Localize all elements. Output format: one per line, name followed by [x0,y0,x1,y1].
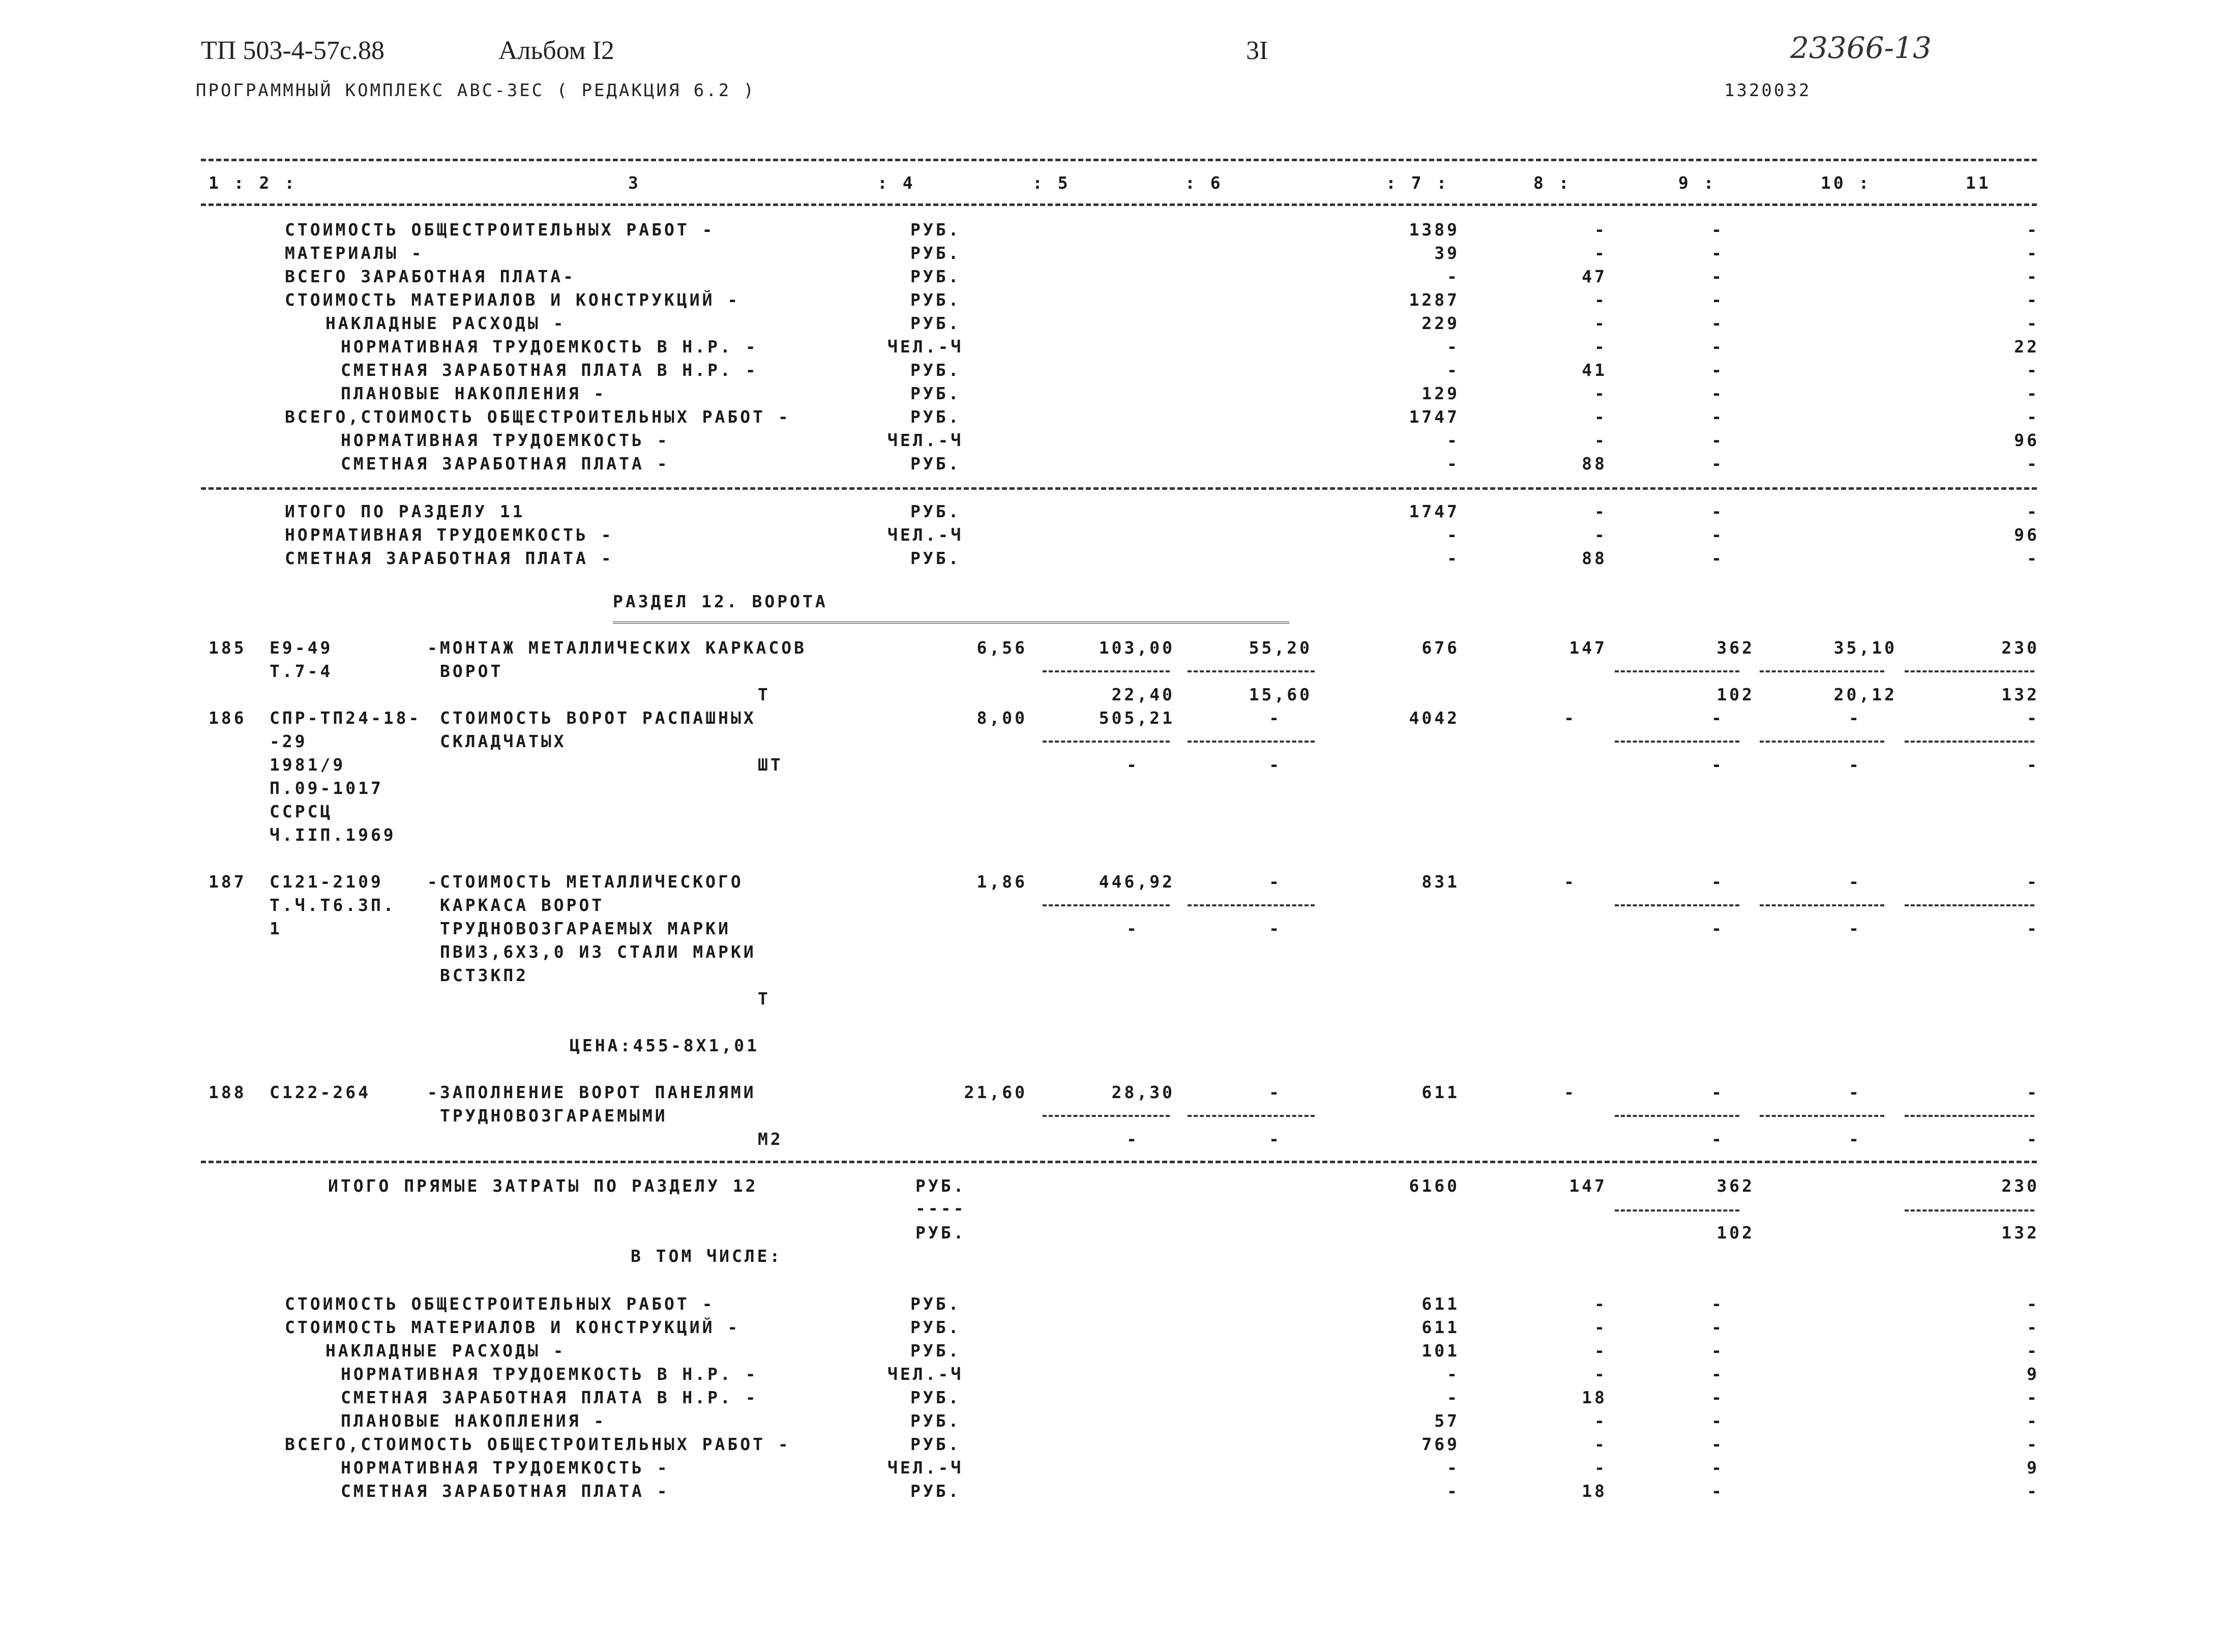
row-c11: - [2027,1434,2039,1454]
row-c11: 9 [2027,1364,2039,1384]
row-c8: - [1594,430,1607,450]
row-c11: - [2027,1341,2039,1361]
row-unit: РУБ. [910,360,961,380]
row-unit: РУБ. [910,1341,961,1361]
item-186-unit: ШТ [758,755,783,775]
item-188-c5-wage: - [1127,1129,1139,1149]
col-head-8: 8 : [1533,173,1572,193]
row-c9: - [1711,383,1724,403]
item-186-c6-wage: - [1269,755,1282,775]
row-c8: 18 [1582,1481,1607,1501]
item-185-sep-c5 [1043,670,1170,672]
row-c9: - [1711,407,1724,427]
col-head-9: 9 : [1678,173,1716,193]
direct-total-c7: 6160 [1409,1176,1460,1196]
page-number: 3I [1246,36,1268,65]
row-c9: - [1711,1364,1724,1384]
row-unit: РУБ. [910,220,961,240]
row-c8: - [1594,501,1607,521]
table-top-rule [201,159,2037,161]
row-c8: - [1594,1458,1607,1478]
row-c8: - [1594,290,1607,310]
sheet-code: 23366-13 [1790,31,1932,65]
row-unit: РУБ. [910,1411,961,1431]
row-unit: РУБ. [910,267,961,286]
item-186-code-6: Ч.IIП.1969 [270,825,396,845]
row-c8: 18 [1582,1388,1607,1407]
row-label: СТОИМОСТЬ ОБЩЕСТРОИТЕЛЬНЫХ РАБОТ - [285,1294,715,1314]
item-186-sep-c11 [1905,741,2034,743]
direct-total-c9: 362 [1716,1176,1755,1196]
row-c9: - [1711,1388,1724,1407]
row-label: ИТОГО ПО РАЗДЕЛУ 11 [285,501,525,521]
row-label: НОРМАТИВНАЯ ТРУДОЕМКОСТЬ - [285,525,614,545]
row-c11: - [2027,1294,2039,1314]
row-c9: - [1711,337,1724,357]
row-c7: 1389 [1409,220,1460,240]
item-187-c11-wage: - [2027,919,2039,938]
row-c7: - [1447,337,1460,357]
row-c8: 41 [1582,360,1607,380]
item-188-sep-c5 [1043,1115,1170,1117]
row-c9: - [1711,360,1724,380]
item-186-code-3: 1981/9 [270,755,346,775]
col-head-7: : 7 : [1386,173,1449,193]
item-185-c10-wage: 20,12 [1833,685,1897,704]
item-188-sep-c6 [1188,1115,1315,1117]
item-186-c11: - [2027,708,2039,728]
row-c9: - [1711,290,1724,310]
doc-number: 1320032 [1724,80,1812,101]
row-label: НАКЛАДНЫЕ РАСХОДЫ - [325,1341,566,1361]
section-12-underline [613,622,1289,624]
row-unit: РУБ. [910,243,961,263]
item-187-c5: 446,92 [1099,872,1175,892]
row-c11: - [2027,1481,2039,1501]
row-label: ПЛАНОВЫЕ НАКОПЛЕНИЯ - [341,383,607,403]
col-head-10: 10 : [1821,173,1872,193]
row-c8: - [1594,243,1607,263]
row-label: НОРМАТИВНАЯ ТРУДОЕМКОСТЬ - [341,430,670,450]
item-185-c11-wage: 132 [2001,685,2039,704]
direct-total-unit-2: РУБ. [915,1223,966,1243]
item-188-sep-c11 [1905,1115,2034,1117]
item-187-c8: - [1564,872,1577,892]
item-187-c10-wage: - [1849,919,1861,938]
row-c9: - [1711,243,1724,263]
item-187-c6-wage: - [1269,919,1282,938]
item-188-unit: М2 [758,1129,783,1149]
item-186-c10: - [1849,708,1861,728]
row-c7: 39 [1434,243,1460,263]
direct-total-unit: РУБ. [915,1176,966,1196]
item-185-code: Е9-49 [270,638,333,658]
row-c11: - [2027,313,2039,333]
row-c9: - [1711,501,1724,521]
row-c8: - [1594,313,1607,333]
item-185-desc-2: ВОРОТ [440,661,503,681]
row-c11: - [2027,407,2039,427]
col-head-5: : 5 [1032,173,1071,193]
row-c8: 88 [1582,454,1607,474]
row-unit: ЧЕЛ.-Ч [887,430,964,450]
item-185-sep-c9 [1615,670,1739,672]
item-187-desc-3: ТРУДНОВОЗГАРАЕМЫХ МАРКИ [440,919,731,938]
item-185-sep-c6 [1188,670,1315,672]
item-185-c9: 362 [1716,638,1755,658]
item-187-sep-c10 [1760,904,1884,906]
item-186-desc: СТОИМОСТЬ ВОРОТ РАСПАШНЫХ [440,708,756,728]
row-c9: - [1711,1434,1724,1454]
item-187-c5-wage: - [1127,919,1139,938]
item-187-sep-c6 [1188,904,1315,906]
item-185-c7: 676 [1421,638,1460,658]
row-c8: - [1594,1411,1607,1431]
row-c9: - [1711,313,1724,333]
row-c7: - [1447,548,1460,568]
item-186-c8: - [1564,708,1577,728]
row-c8: - [1594,407,1607,427]
row-c11: 96 [2014,525,2039,545]
item-187-sep-c11 [1905,904,2034,906]
row-unit: ЧЕЛ.-Ч [887,1458,964,1478]
item-187-c11: - [2027,872,2039,892]
row-c11: 22 [2014,337,2039,357]
row-c8: 47 [1582,267,1607,286]
item-187-c7: 831 [1421,872,1460,892]
table-header-rule [201,203,2037,206]
item-188-c11: - [2027,1082,2039,1102]
row-c11: - [2027,501,2039,521]
row-c11: - [2027,220,2039,240]
row-c7: 101 [1421,1341,1460,1361]
item-185-c9-wage: 102 [1716,685,1755,704]
row-c7: 129 [1421,383,1460,403]
row-unit: РУБ. [910,1481,961,1501]
row-unit: РУБ. [910,1294,961,1314]
direct-total-sep-c11 [1905,1210,2034,1212]
item-187-sep-c9 [1615,904,1739,906]
direct-total-c9-wage: 102 [1716,1223,1755,1243]
row-c8: - [1594,1317,1607,1337]
row-label: НАКЛАДНЫЕ РАСХОДЫ - [325,313,566,333]
item-188-code: С122-264 [270,1082,371,1102]
col-head-4: : 4 [877,173,915,193]
row-c9: - [1711,267,1724,286]
item-186-code-4: П.09-1017 [270,778,383,798]
section-12-title: РАЗДЕЛ 12. ВОРОТА [613,592,828,611]
item-188-c7: 611 [1421,1082,1460,1102]
item-187-c10: - [1849,872,1861,892]
row-c9: - [1711,430,1724,450]
item-188-c9: - [1711,1082,1724,1102]
row-c7: 1747 [1409,501,1460,521]
row-unit: ЧЕЛ.-Ч [887,337,964,357]
row-unit: РУБ. [910,454,961,474]
row-c11: - [2027,267,2039,286]
row-c7: - [1447,360,1460,380]
row-unit: РУБ. [910,407,961,427]
item-185-unit: Т [758,685,770,704]
item-186-sep-c10 [1760,741,1884,743]
item-186-c5-wage: - [1127,755,1139,775]
item-187-c6: - [1269,872,1282,892]
row-c7: 611 [1421,1294,1460,1314]
item-187-sep-c5 [1043,904,1170,906]
item-188-desc-2: ТРУДНОВОЗГАРАЕМЫМИ [440,1106,668,1126]
col-head-3: 3 [628,173,641,193]
item-186-c7: 4042 [1409,708,1460,728]
item-186-c9: - [1711,708,1724,728]
row-c7: - [1447,1458,1460,1478]
item-186-code: СПР-ТП24-18- [270,708,422,728]
row-label: СТОИМОСТЬ МАТЕРИАЛОВ И КОНСТРУКЦИЙ - [285,290,740,310]
item-188-c11-wage: - [2027,1129,2039,1149]
direct-total-dashes: ---- [915,1198,966,1218]
item-187-desc-2: КАРКАСА ВОРОТ [440,895,605,915]
row-label: СТОИМОСТЬ МАТЕРИАЛОВ И КОНСТРУКЦИЙ - [285,1317,740,1337]
row-label: СМЕТНАЯ ЗАРАБОТНАЯ ПЛАТА - [341,454,670,474]
row-c7: 229 [1421,313,1460,333]
row-unit: РУБ. [910,1388,961,1407]
direct-total-label: ИТОГО ПРЯМЫЕ ЗАТРАТЫ ПО РАЗДЕЛУ 12 [328,1176,758,1196]
row-unit: РУБ. [910,548,961,568]
row-c7: 1747 [1409,407,1460,427]
item-187-desc-4: ПВИЗ,6Х3,0 ИЗ СТАЛИ МАРКИ [440,942,756,962]
item-188-c6-wage: - [1269,1129,1282,1149]
item-188-sep-c10 [1760,1115,1884,1117]
row-c9: - [1711,1458,1724,1478]
item-187-price-note: ЦЕНА:455-8Х1,01 [570,1036,760,1055]
item-186-c10-wage: - [1849,755,1861,775]
item-188-c10-wage: - [1849,1129,1861,1149]
row-c7: - [1447,1481,1460,1501]
item-186-sep-c6 [1188,741,1315,743]
row-c8: - [1594,220,1607,240]
item-188-number: 188 [209,1082,247,1102]
item-187-code-3: 1 [270,919,282,938]
row-unit: РУБ. [910,1317,961,1337]
row-c9: - [1711,1294,1724,1314]
album-label: Альбом I2 [498,36,614,65]
item-185-c11: 230 [2001,638,2039,658]
row-c7: - [1447,1364,1460,1384]
col-head-1-2: 1 : 2 : [209,173,298,193]
item-185-desc: -МОНТАЖ МЕТАЛЛИЧЕСКИХ КАРКАСОВ [427,638,807,658]
item-187-desc-5: ВСТ3КП2 [440,965,529,985]
item-186-code-2: -29 [270,731,308,751]
row-c8: - [1594,1434,1607,1454]
direct-total-sep-c9 [1615,1210,1739,1212]
row-c11: - [2027,1411,2039,1431]
row-unit: РУБ. [910,290,961,310]
row-c11: - [2027,454,2039,474]
row-unit: ЧЕЛ.-Ч [887,525,964,545]
item-188-sep-c9 [1615,1115,1739,1117]
item-187-unit: Т [758,989,770,1009]
row-unit: РУБ. [910,313,961,333]
item-186-sep-c9 [1615,741,1739,743]
item-188-c6: - [1269,1082,1282,1102]
item-186-qty: 8,00 [976,708,1027,728]
row-c7: - [1447,1388,1460,1407]
row-c11: - [2027,243,2039,263]
row-label: ВСЕГО,СТОИМОСТЬ ОБЩЕСТРОИТЕЛЬНЫХ РАБОТ - [285,1434,791,1454]
item-185-c10: 35,10 [1833,638,1897,658]
row-c7: - [1447,454,1460,474]
item-185-qty: 6,56 [976,638,1027,658]
item-186-c6: - [1269,708,1282,728]
row-c8: - [1594,1294,1607,1314]
row-label: СМЕТНАЯ ЗАРАБОТНАЯ ПЛАТА В Н.Р. - [341,1388,758,1407]
item-187-code-2: Т.Ч.Т6.3П. [270,895,396,915]
row-c8: - [1594,525,1607,545]
row-c11: - [2027,290,2039,310]
row-label: МАТЕРИАЛЫ - [285,243,424,263]
row-label: СМЕТНАЯ ЗАРАБОТНАЯ ПЛАТА - [285,548,614,568]
row-unit: РУБ. [910,501,961,521]
item-187-c9: - [1711,872,1724,892]
row-unit: РУБ. [910,1434,961,1454]
row-c9: - [1711,1411,1724,1431]
row-c11: - [2027,383,2039,403]
row-label: НОРМАТИВНАЯ ТРУДОЕМКОСТЬ - [341,1458,670,1478]
direct-total-c11: 230 [2001,1176,2039,1196]
row-c7: - [1447,430,1460,450]
item-185-number: 185 [209,638,247,658]
row-c8: 88 [1582,548,1607,568]
row-c7: 611 [1421,1317,1460,1337]
row-c9: - [1711,220,1724,240]
row-unit: РУБ. [910,383,961,403]
item-185-c5: 103,00 [1099,638,1175,658]
row-c11: - [2027,1317,2039,1337]
item-186-number: 186 [209,708,247,728]
row-c11: - [2027,1388,2039,1407]
row-c11: - [2027,360,2039,380]
row-label: СМЕТНАЯ ЗАРАБОТНАЯ ПЛАТА - [341,1481,670,1501]
col-head-6: : 6 [1185,173,1223,193]
item-186-c11-wage: - [2027,755,2039,775]
row-c9: - [1711,525,1724,545]
item-185-code-sub: Т.7-4 [270,661,333,681]
item-185-c6-wage: 15,60 [1249,685,1312,704]
item-188-c9-wage: - [1711,1129,1724,1149]
direct-total-rule [201,1161,2037,1163]
row-label: СТОИМОСТЬ ОБЩЕСТРОИТЕЛЬНЫХ РАБОТ - [285,220,715,240]
item-187-code: С121-2109 [270,872,383,892]
direct-total-c11-wage: 132 [2001,1223,2039,1243]
row-c8: - [1594,1364,1607,1384]
item-186-c9-wage: - [1711,755,1724,775]
item-186-sep-c5 [1043,741,1170,743]
row-c11: 9 [2027,1458,2039,1478]
row-label: ВСЕГО ЗАРАБОТНАЯ ПЛАТА- [285,267,576,286]
program-line: ПРОГРАММНЫЙ КОМПЛЕКС АВС-3ЕС ( РЕДАКЦИЯ 6.2 ) [196,80,756,101]
item-188-c8: - [1564,1082,1577,1102]
row-label: ВСЕГО,СТОИМОСТЬ ОБЩЕСТРОИТЕЛЬНЫХ РАБОТ - [285,407,791,427]
item-186-desc-2: СКЛАДЧАТЫХ [440,731,567,751]
row-c7: - [1447,525,1460,545]
item-188-desc: -ЗАПОЛНЕНИЕ ВОРОТ ПАНЕЛЯМИ [427,1082,756,1102]
including-label: В ТОМ ЧИСЛЕ: [631,1246,783,1266]
row-c7: 1287 [1409,290,1460,310]
row-c7: - [1447,267,1460,286]
row-unit: ЧЕЛ.-Ч [887,1364,964,1384]
item-187-c9-wage: - [1711,919,1724,938]
row-c8: - [1594,383,1607,403]
row-label: НОРМАТИВНАЯ ТРУДОЕМКОСТЬ В Н.Р. - [341,337,758,357]
col-head-11: 11 [1966,173,1991,193]
row-c9: - [1711,1317,1724,1337]
item-185-c6: 55,20 [1249,638,1312,658]
row-label: НОРМАТИВНАЯ ТРУДОЕМКОСТЬ В Н.Р. - [341,1364,758,1384]
row-c8: - [1594,1341,1607,1361]
item-185-c5-wage: 22,40 [1111,685,1175,704]
item-186-c5: 505,21 [1099,708,1175,728]
direct-total-c8: 147 [1569,1176,1607,1196]
section-11-rule [201,487,2037,490]
row-c9: - [1711,548,1724,568]
item-187-qty: 1,86 [976,872,1027,892]
item-188-qty: 21,60 [964,1082,1027,1102]
item-185-sep-c10 [1760,670,1884,672]
row-c7: 57 [1434,1411,1460,1431]
row-c11: - [2027,548,2039,568]
item-186-code-5: ССРСЦ [270,802,333,821]
item-188-c5: 28,30 [1111,1082,1175,1102]
item-185-sep-c11 [1905,670,2034,672]
row-c9: - [1711,1481,1724,1501]
row-c9: - [1711,1341,1724,1361]
item-187-desc: -СТОИМОСТЬ МЕТАЛЛИЧЕСКОГО [427,872,744,892]
row-c7: 769 [1421,1434,1460,1454]
row-label: СМЕТНАЯ ЗАРАБОТНАЯ ПЛАТА В Н.Р. - [341,360,758,380]
doc-code: ТП 503-4-57с.88 [201,36,385,65]
row-label: ПЛАНОВЫЕ НАКОПЛЕНИЯ - [341,1411,607,1431]
row-c8: - [1594,337,1607,357]
row-c9: - [1711,454,1724,474]
item-188-c10: - [1849,1082,1861,1102]
row-c11: 96 [2014,430,2039,450]
item-187-number: 187 [209,872,247,892]
item-185-c8: 147 [1569,638,1607,658]
